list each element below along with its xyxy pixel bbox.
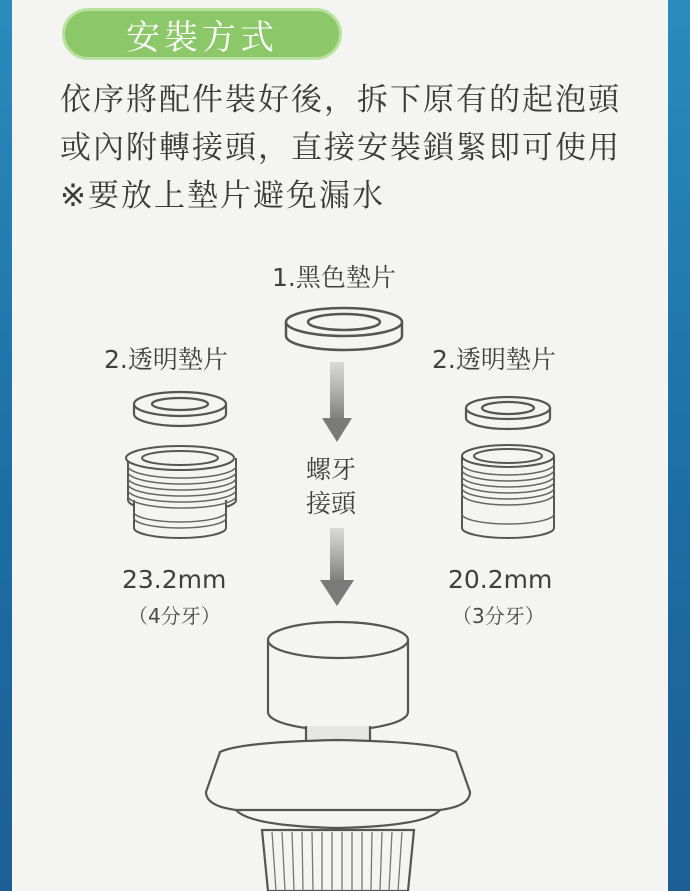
left-thread-adapter-icon [126,446,236,538]
instruction-line-3: ※要放上墊片避免漏水 [60,178,385,214]
adapter-label-line-2: 接頭 [306,489,357,518]
black-gasket-icon [286,308,402,350]
down-arrow-icon [320,528,354,606]
right-thread-label: （3分牙） [452,604,545,628]
left-size-label: 23.2mm [122,565,227,594]
right-gasket-label: 2.透明墊片 [432,345,556,374]
right-size-label: 20.2mm [448,565,553,594]
left-gasket-label: 2.透明墊片 [104,345,228,374]
faucet-head-icon [206,622,470,891]
right-thread-adapter-icon [462,445,554,538]
left-clear-gasket-icon [134,392,226,426]
left-thread-label: （4分牙） [128,604,221,628]
instruction-line-2: 或內附轉接頭，直接安裝鎖緊即可使用 [60,130,621,166]
black-gasket-label: 1.黑色墊片 [272,263,396,292]
instruction-line-1: 依序將配件裝好後，拆下原有的起泡頭 [60,82,621,118]
down-arrow-icon [322,362,352,442]
section-title: 安裝方式 [126,17,278,58]
adapter-label-line-1: 螺牙 [306,455,357,484]
right-clear-gasket-icon [466,397,550,429]
